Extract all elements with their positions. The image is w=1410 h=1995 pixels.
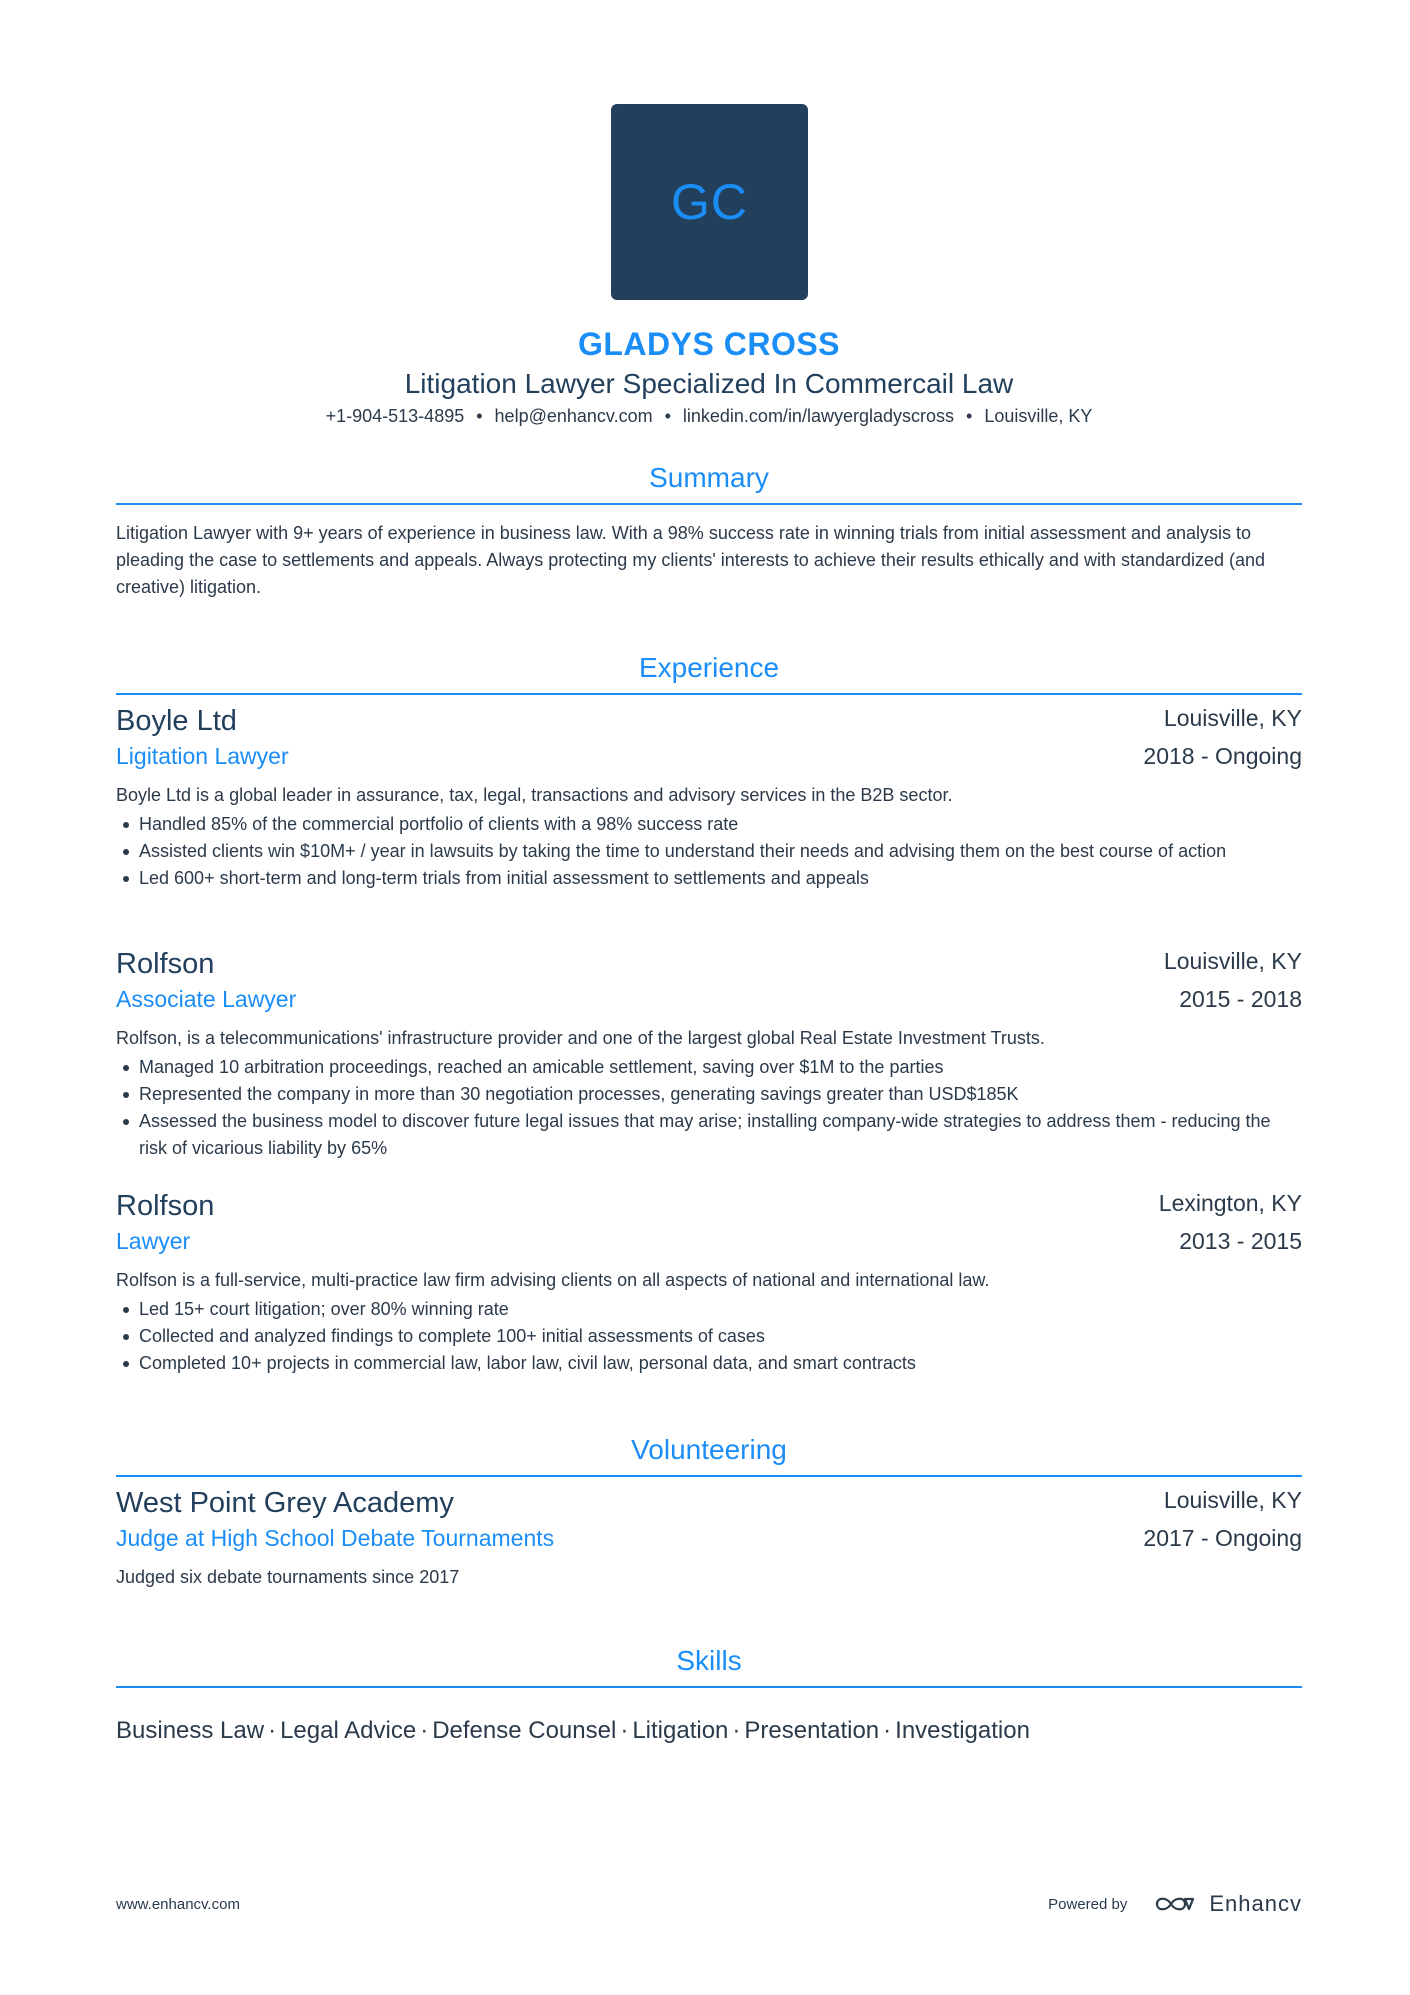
bullet-text: Led 15+ court litigation; over 80% winning rate <box>139 1299 509 1319</box>
contact-location: Louisville, KY <box>984 406 1093 426</box>
entry-description: Judged six debate tournaments since 2017 <box>116 1567 460 1587</box>
bullet-item <box>116 1350 1302 1377</box>
entry-role: Associate Lawyer <box>116 986 297 1012</box>
bullet-item <box>116 1054 1302 1081</box>
powered-by-label: Powered by <box>1048 1895 1128 1913</box>
contact-separator: • <box>966 406 973 426</box>
bullet-item <box>116 1296 1302 1323</box>
skill-separator: · <box>620 1717 629 1744</box>
footer-website-link[interactable]: www.enhancv.com <box>116 1896 240 1913</box>
enhancv-logo-icon <box>1153 1892 1197 1916</box>
bullet-text: Represented the company in more than 30 negotiation processes, generating savings greater than USD$185K <box>139 1084 1019 1104</box>
volunteering-heading: Volunteering <box>631 1434 787 1465</box>
avatar <box>611 104 808 300</box>
skill-separator: · <box>420 1717 429 1744</box>
footer-branding <box>1048 1891 1302 1917</box>
bullet-dot-icon <box>123 876 129 882</box>
summary-heading: Summary <box>649 462 769 493</box>
entry-location: Louisville, KY <box>1163 1487 1302 1513</box>
entry-description: Rolfson is a full-service, multi-practice law firm advising clients on all aspects of national and international law. <box>116 1270 990 1290</box>
bullet-item <box>116 811 1302 838</box>
candidate-name: GLADYS CROSS <box>577 326 841 362</box>
bullet-item <box>116 1323 1302 1350</box>
skills-heading: Skills <box>676 1645 742 1676</box>
bullet-text: Completed 10+ projects in commercial law, labor law, civil law, personal data, and smart contracts <box>139 1353 916 1373</box>
bullet-dot-icon <box>123 1092 129 1098</box>
volunteering-divider <box>116 1475 1302 1477</box>
contact-linkedin[interactable]: linkedin.com/in/lawyergladyscross <box>682 406 954 426</box>
bullet-dot-icon <box>123 1119 129 1125</box>
skill-item: Investigation <box>895 1717 1030 1744</box>
entry-description: Rolfson, is a telecommunications' infrastructure provider and one of the largest global Real Estate Investment Trusts. <box>116 1028 1045 1048</box>
entry-location: Lexington, KY <box>1158 1190 1302 1216</box>
summary-divider <box>116 503 1302 505</box>
entry-role: Judge at High School Debate Tournaments <box>116 1525 555 1551</box>
contact-phone[interactable]: +1-904-513-4895 <box>325 406 465 426</box>
contact-line <box>116 406 1302 427</box>
skill-item: Business Law <box>116 1717 265 1744</box>
contact-separator: • <box>476 406 483 426</box>
bullet-item <box>116 865 1302 892</box>
entry-dates: 2013 - 2015 <box>1179 1228 1302 1254</box>
experience-divider <box>116 693 1302 695</box>
bullet-item <box>116 1108 1302 1162</box>
entry-dates: 2015 - 2018 <box>1179 986 1302 1012</box>
entry-location: Louisville, KY <box>1163 948 1302 974</box>
skill-separator: · <box>268 1717 277 1744</box>
entry-description: Boyle Ltd is a global leader in assurance, tax, legal, transactions and advisory services in the B2B sector. <box>116 785 953 805</box>
bullet-dot-icon <box>123 1065 129 1071</box>
skill-separator: · <box>883 1717 892 1744</box>
entry-organization: Boyle Ltd <box>116 705 237 737</box>
skill-item: Litigation <box>632 1717 729 1744</box>
entry-bullets <box>116 1054 1302 1162</box>
bullet-dot-icon <box>123 822 129 828</box>
summary-text: Litigation Lawyer with 9+ years of experience in business law. With a 98% success rate in winning trials from initial assessment and analysis to pleading the case to settlements and appeals. Always protecting my clients' interests to achieve their results ethically and with standardized (and creative) litigation. <box>116 523 1266 597</box>
bullet-dot-icon <box>123 849 129 855</box>
skill-item: Presentation <box>744 1717 880 1744</box>
bullet-text: Managed 10 arbitration proceedings, reached an amicable settlement, saving over $1M to the parties <box>139 1057 944 1077</box>
skills-divider <box>116 1686 1302 1688</box>
bullet-dot-icon <box>123 1334 129 1340</box>
entry-organization: West Point Grey Academy <box>116 1487 454 1519</box>
bullet-text: Handled 85% of the commercial portfolio of clients with a 98% success rate <box>139 814 739 834</box>
bullet-item <box>116 838 1302 865</box>
contact-email[interactable]: help@enhancv.com <box>494 406 653 426</box>
entry-location: Louisville, KY <box>1163 705 1302 731</box>
avatar-initials: GC <box>671 174 748 230</box>
entry-organization: Rolfson <box>116 948 215 980</box>
entry-bullets <box>116 811 1302 892</box>
skill-item: Defense Counsel <box>432 1717 617 1744</box>
entry-dates: 2018 - Ongoing <box>1143 743 1302 769</box>
entry-bullets <box>116 1296 1302 1377</box>
bullet-text: Led 600+ short-term and long-term trials from initial assessment to settlements and appeals <box>139 868 869 888</box>
bullet-text: Collected and analyzed findings to complete 100+ initial assessments of cases <box>139 1326 765 1346</box>
candidate-headline: Litigation Lawyer Specialized In Commercail Law <box>404 368 1014 399</box>
entry-role: Ligitation Lawyer <box>116 743 289 769</box>
skill-item: Legal Advice <box>280 1717 417 1744</box>
contact-separator: • <box>664 406 671 426</box>
bullet-text: Assisted clients win $10M+ / year in lawsuits by taking the time to understand their needs and advising them on the best course of action <box>139 841 1227 861</box>
bullet-dot-icon <box>123 1361 129 1367</box>
entry-role: Lawyer <box>116 1228 191 1254</box>
bullet-text: Assessed the business model to discover future legal issues that may arise; installing company-wide strategies to address them - reducing the risk of vicarious liability by 65% <box>139 1111 1271 1158</box>
bullet-item <box>116 1081 1302 1108</box>
experience-heading: Experience <box>638 652 780 683</box>
bullet-dot-icon <box>123 1307 129 1313</box>
entry-dates: 2017 - Ongoing <box>1143 1525 1302 1551</box>
enhancv-brand-name[interactable]: Enhancv <box>1209 1891 1302 1916</box>
entry-organization: Rolfson <box>116 1190 215 1222</box>
skills-list <box>116 1717 1302 1745</box>
resume-page <box>116 0 1302 1995</box>
skill-separator: · <box>732 1717 741 1744</box>
